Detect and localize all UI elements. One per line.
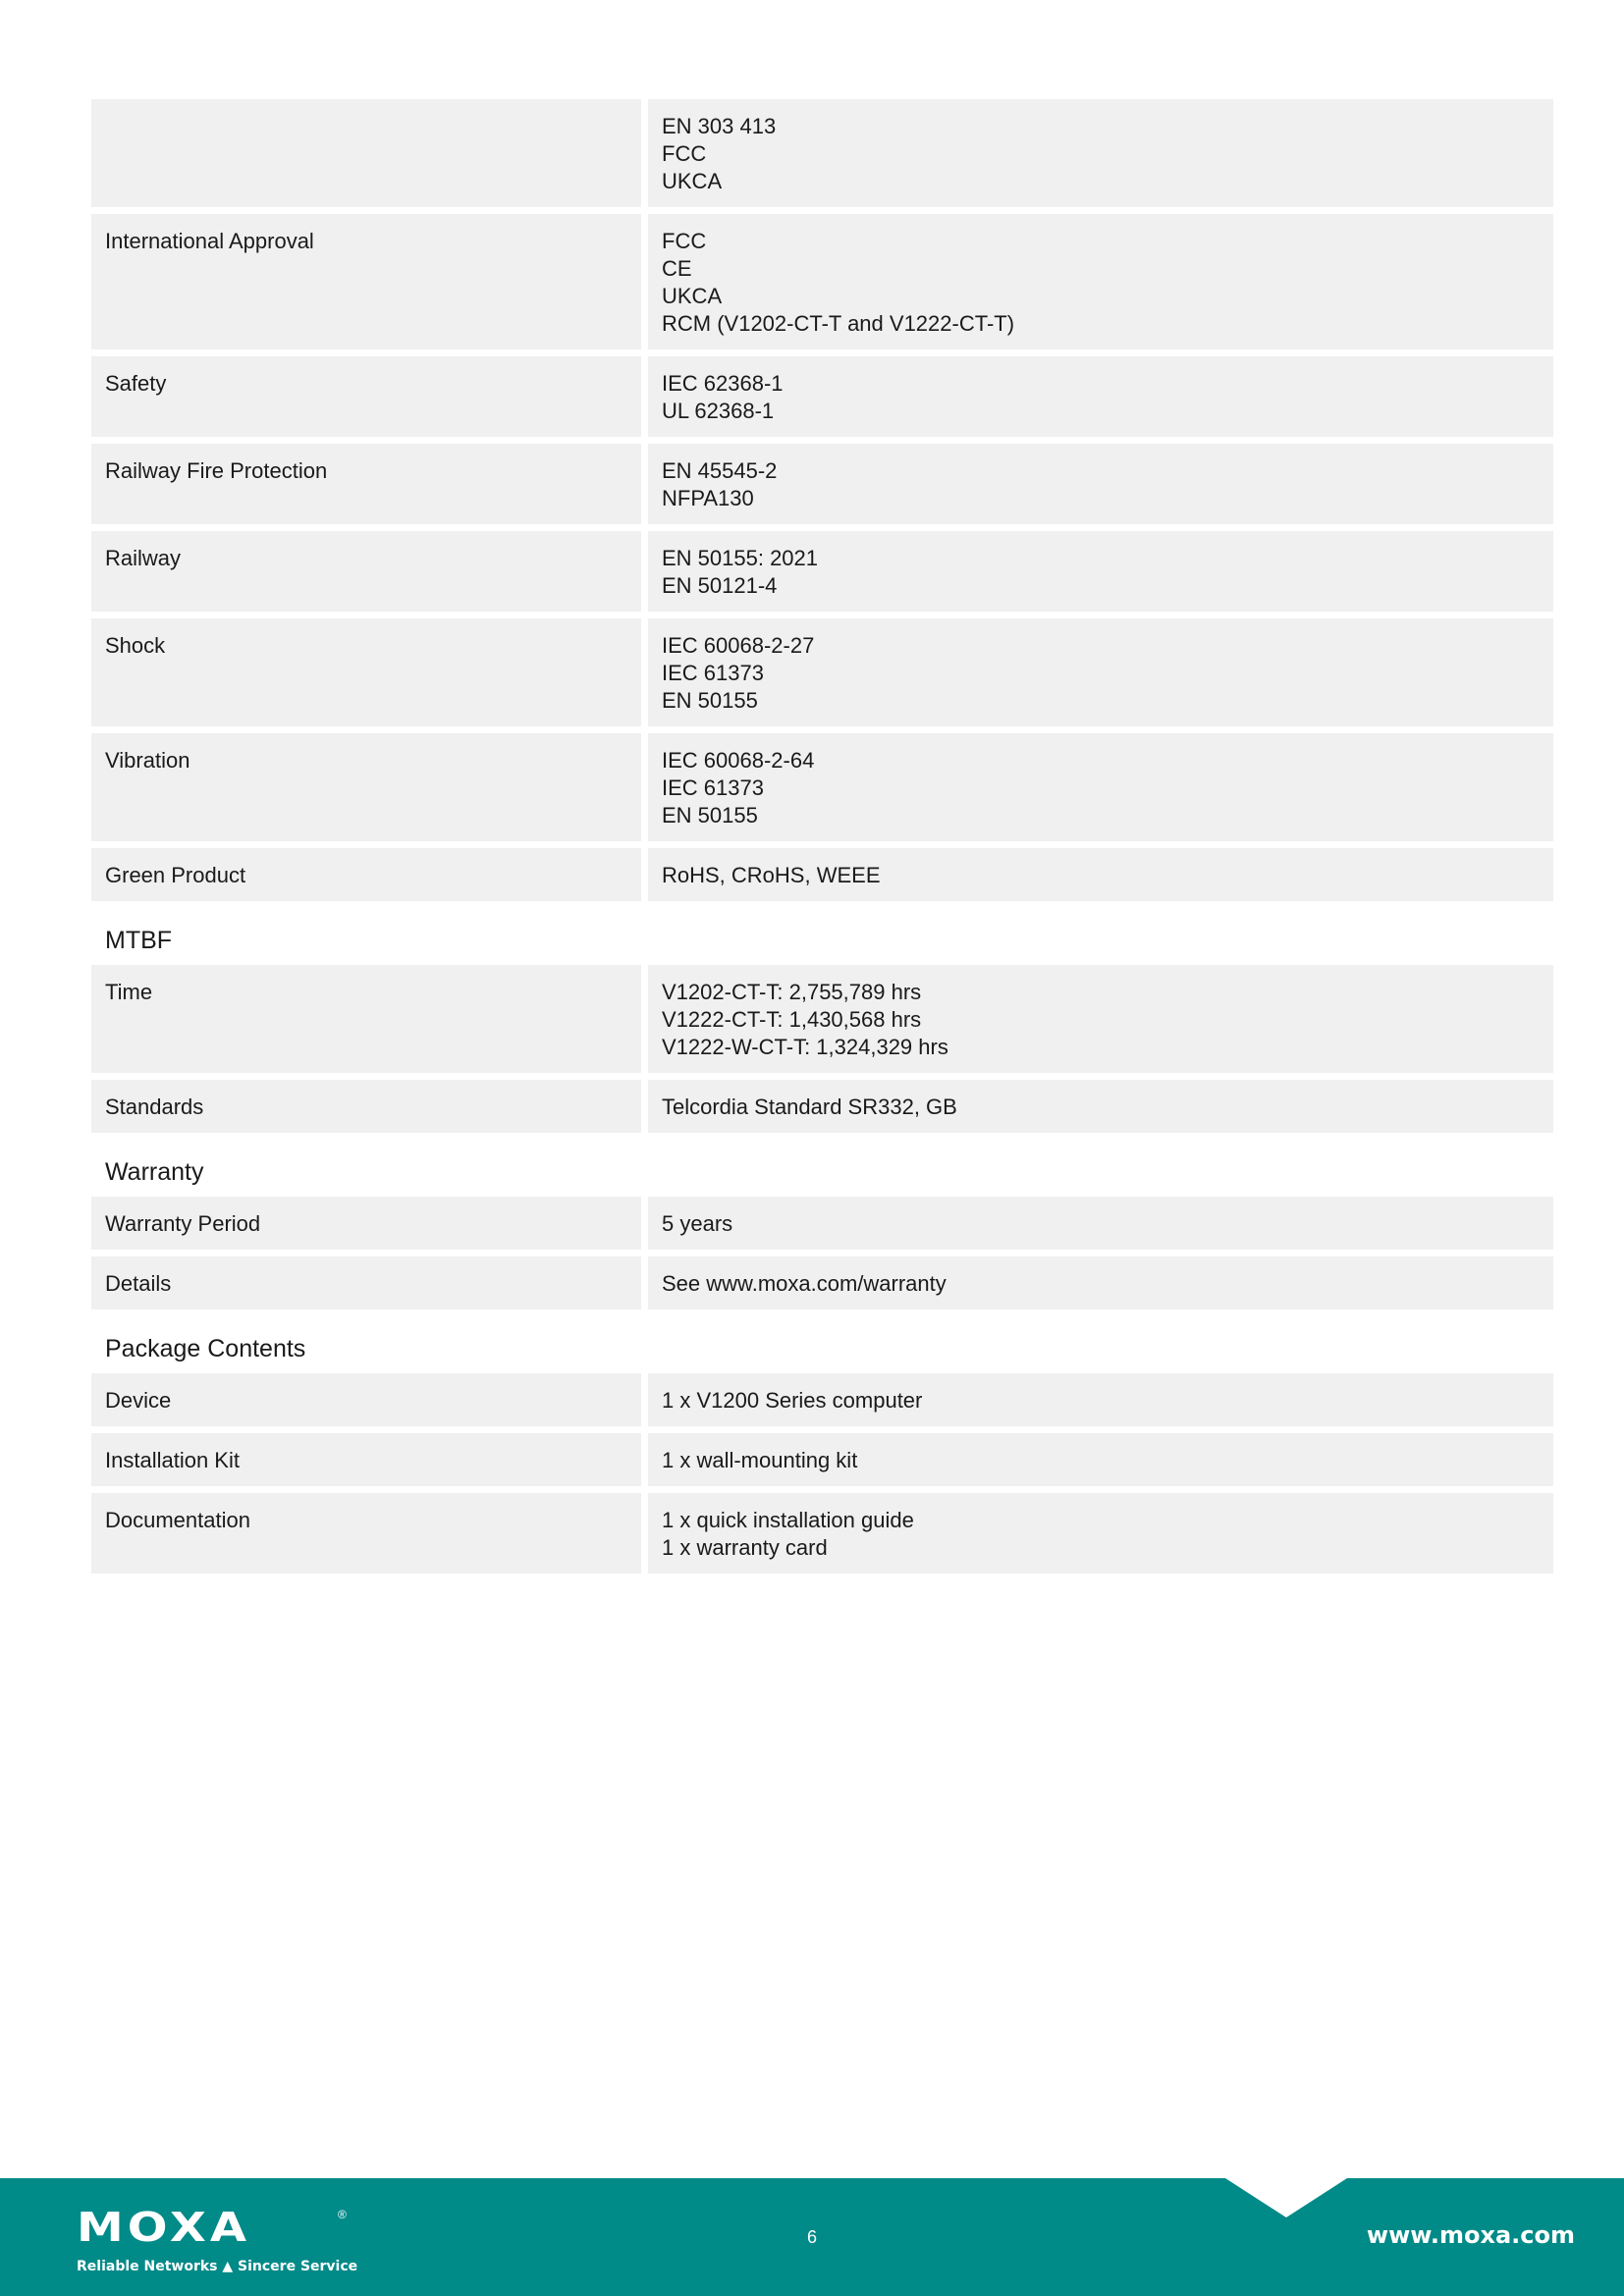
spec-value-line: FCC [662, 229, 707, 253]
spec-value [648, 214, 1553, 349]
spec-value [648, 965, 1553, 1073]
spec-row [91, 1493, 1553, 1574]
logo-wordmark: MOXA [77, 2204, 251, 2252]
spec-label: Vibration [91, 733, 641, 841]
spec-value-line: EN 45545-2 [662, 458, 778, 483]
moxa-logo [77, 2204, 358, 2286]
spec-row [91, 1433, 1553, 1486]
spec-label: Installation Kit [91, 1433, 641, 1486]
spec-value [648, 99, 1553, 207]
spec-value-line: RCM (V1202-CT-T and V1222-CT-T) [662, 311, 1015, 336]
spec-value [648, 1493, 1553, 1574]
spec-label: Shock [91, 618, 641, 726]
spec-table-warranty [91, 1197, 1553, 1309]
spec-label: Device [91, 1373, 641, 1426]
spec-value-line: EN 303 413 [662, 114, 777, 138]
spec-value [648, 356, 1553, 437]
spec-row [91, 1080, 1553, 1133]
spec-value-line: IEC 60068-2-27 [662, 633, 815, 658]
spec-label: Documentation [91, 1493, 641, 1574]
spec-value-line: 1 x wall-mounting kit [662, 1448, 858, 1472]
spec-label: Standards [91, 1080, 641, 1133]
spec-row [91, 444, 1553, 524]
spec-value-line: UKCA [662, 169, 723, 193]
spec-table-top [91, 99, 1553, 901]
spec-row [91, 356, 1553, 437]
spec-label: Railway [91, 531, 641, 612]
spec-content [91, 99, 1553, 1580]
registered-mark: ® [338, 2208, 347, 2221]
spec-value [648, 1080, 1553, 1133]
spec-table-mtbf [91, 965, 1553, 1133]
spec-value-line: IEC 62368-1 [662, 371, 784, 396]
spec-value-line: V1222-CT-T: 1,430,568 hrs [662, 1007, 922, 1032]
spec-label: Green Product [91, 848, 641, 901]
spec-value [648, 1256, 1553, 1309]
spec-label: Safety [91, 356, 641, 437]
spec-value [648, 733, 1553, 841]
spec-value-line: NFPA130 [662, 486, 754, 510]
spec-row [91, 214, 1553, 349]
spec-label: Warranty Period [91, 1197, 641, 1250]
spec-value-line: 1 x quick installation guide [662, 1508, 914, 1532]
footer-notch [1225, 2178, 1347, 2217]
spec-row [91, 99, 1553, 207]
spec-value [648, 618, 1553, 726]
spec-value-line: See www.moxa.com/warranty [662, 1271, 947, 1296]
spec-label: Railway Fire Protection [91, 444, 641, 524]
website-link[interactable]: www.moxa.com [1366, 2221, 1575, 2249]
spec-label: Time [91, 965, 641, 1073]
spec-value [648, 444, 1553, 524]
page-footer [0, 2178, 1624, 2296]
spec-value-line: EN 50155: 2021 [662, 546, 819, 570]
spec-value-line: EN 50155 [662, 688, 758, 713]
spec-value-line: IEC 61373 [662, 661, 764, 685]
spec-value-line: IEC 60068-2-64 [662, 748, 815, 773]
spec-table-package-contents [91, 1373, 1553, 1574]
section-heading-warranty: Warranty [105, 1158, 204, 1186]
spec-row [91, 965, 1553, 1073]
section-heading-package-contents: Package Contents [105, 1335, 306, 1362]
spec-row [91, 848, 1553, 901]
spec-value-line: EN 50155 [662, 803, 758, 828]
spec-value [648, 848, 1553, 901]
spec-row [91, 1197, 1553, 1250]
logo-tagline: Reliable Networks ▲ Sincere Service [77, 2259, 358, 2274]
spec-value-line: 1 x warranty card [662, 1535, 828, 1560]
spec-row [91, 733, 1553, 841]
page-number: 6 [806, 2227, 817, 2247]
spec-value-line: Telcordia Standard SR332, GB [662, 1095, 957, 1119]
spec-row [91, 1373, 1553, 1426]
spec-row [91, 531, 1553, 612]
spec-value [648, 1433, 1553, 1486]
spec-label: Details [91, 1256, 641, 1309]
spec-value [648, 1197, 1553, 1250]
spec-row [91, 1256, 1553, 1309]
spec-value-line: EN 50121-4 [662, 573, 778, 598]
spec-value-line: 1 x V1200 Series computer [662, 1388, 923, 1413]
spec-value-line: 5 years [662, 1211, 733, 1236]
spec-value-line: IEC 61373 [662, 775, 764, 800]
spec-value-line: CE [662, 256, 692, 281]
spec-value-line: UL 62368-1 [662, 399, 775, 423]
section-heading-mtbf: MTBF [105, 927, 173, 954]
spec-value-line: RoHS, CRoHS, WEEE [662, 863, 881, 887]
spec-value [648, 531, 1553, 612]
spec-value-line: UKCA [662, 284, 723, 308]
spec-value-line: V1202-CT-T: 2,755,789 hrs [662, 980, 922, 1004]
spec-value [648, 1373, 1553, 1426]
spec-row [91, 618, 1553, 726]
spec-label [91, 99, 641, 207]
spec-value-line: V1222-W-CT-T: 1,324,329 hrs [662, 1035, 948, 1059]
spec-value-line: FCC [662, 141, 707, 166]
spec-label: International Approval [91, 214, 641, 349]
